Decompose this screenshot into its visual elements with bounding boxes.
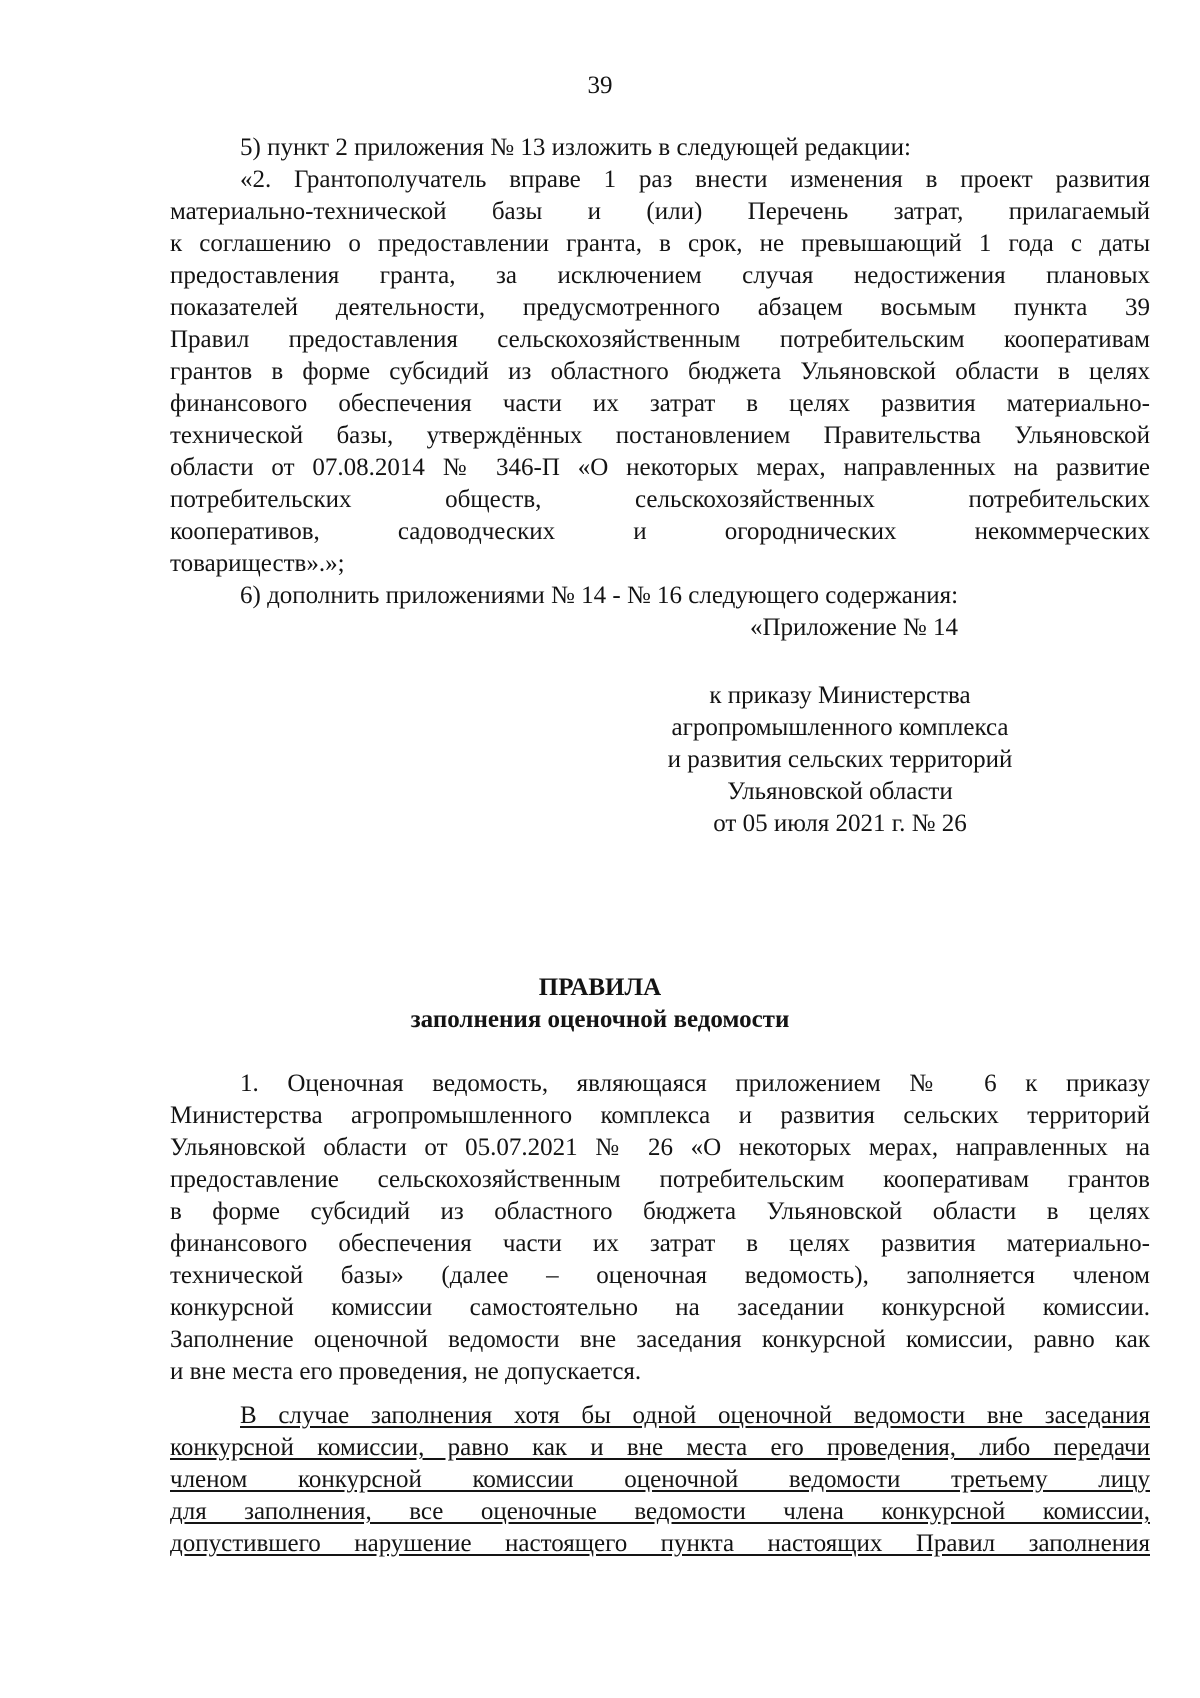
rules-p1-line-3: Ульяновской области от 05.07.2021 № 26 «О некоторых мерах, направленных на bbox=[170, 1134, 1150, 1161]
rules-p1-line-8: конкурсной комиссии самостоятельно на заседании конкурсной комиссии. bbox=[170, 1294, 1150, 1321]
order-ref-line-3: и развития сельских территорий bbox=[667, 746, 1013, 773]
item5-line-13: товариществ».»; bbox=[170, 550, 345, 577]
appendix-label: «Приложение № 14 bbox=[750, 614, 959, 641]
rules-p1-line-2: Министерства агропромышленного комплекса и развития сельских территорий bbox=[170, 1102, 1150, 1129]
rules-p2-line-4: для заполнения, все оценочные ведомости члена конкурсной комиссии, bbox=[170, 1498, 1150, 1525]
rules-p2-line-3: членом конкурсной комиссии оценочной ведомости третьему лицу bbox=[170, 1466, 1150, 1493]
rules-p1-line-4: предоставление сельскохозяйственным потребительским кооперативам грантов bbox=[170, 1166, 1150, 1193]
rules-p1-line-10: и вне места его проведения, не допускается. bbox=[170, 1358, 642, 1385]
item5-line-3: к соглашению о предоставлении гранта, в срок, не превышающий 1 года с даты bbox=[170, 230, 1150, 257]
order-ref-line-1: к приказу Министерства bbox=[709, 682, 971, 709]
item5-line-10: области от 07.08.2014 № 346-П «О некоторых мерах, направленных на развитие bbox=[170, 454, 1150, 481]
item6-intro: 6) дополнить приложениями № 14 - № 16 следующего содержания: bbox=[240, 582, 959, 609]
item5-line-11: потребительских обществ, сельскохозяйственных потребительских bbox=[170, 486, 1150, 513]
item5-line-2: материально-технической базы и (или) Перечень затрат, прилагаемый bbox=[170, 198, 1150, 225]
rules-title: ПРАВИЛА bbox=[538, 974, 662, 1001]
item5-line-6: Правил предоставления сельскохозяйственным потребительским кооперативам bbox=[170, 326, 1150, 353]
item5-intro: 5) пункт 2 приложения № 13 изложить в следующей редакции: bbox=[240, 134, 911, 161]
order-ref-line-5: от 05 июля 2021 г. № 26 bbox=[713, 810, 967, 837]
item5-line-1: «2. Грантополучатель вправе 1 раз внести изменения в проект развития bbox=[240, 166, 1150, 193]
rules-p2-line-5: допустившего нарушение настоящего пункта настоящих Правил заполнения bbox=[170, 1530, 1150, 1557]
rules-p1-line-6: финансового обеспечения части их затрат в целях развития материально- bbox=[170, 1230, 1150, 1257]
item5-line-5: показателей деятельности, предусмотренного абзацем восьмым пункта 39 bbox=[170, 294, 1150, 321]
page-number: 39 bbox=[587, 72, 613, 99]
rules-p1-line-1: 1. Оценочная ведомость, являющаяся приложением № 6 к приказу bbox=[240, 1070, 1150, 1097]
rules-p1-line-9: Заполнение оценочной ведомости вне заседания конкурсной комиссии, равно как bbox=[170, 1326, 1150, 1353]
rules-p2-line-2: конкурсной комиссии, равно как и вне места его проведения, либо передачи bbox=[170, 1434, 1150, 1461]
item5-line-7: грантов в форме субсидий из областного бюджета Ульяновской области в целях bbox=[170, 358, 1150, 385]
item5-line-9: технической базы, утверждённых постановлением Правительства Ульяновской bbox=[170, 422, 1150, 449]
order-ref-line-4: Ульяновской области bbox=[727, 778, 953, 805]
item5-line-8: финансового обеспечения части их затрат в целях развития материально- bbox=[170, 390, 1150, 417]
item5-line-4: предоставления гранта, за исключением случая недостижения плановых bbox=[170, 262, 1150, 289]
order-ref-line-2: агропромышленного комплекса bbox=[671, 714, 1009, 741]
item5-line-12: кооперативов, садоводческих и огороднических некоммерческих bbox=[170, 518, 1150, 545]
rules-subtitle: заполнения оценочной ведомости bbox=[410, 1006, 790, 1033]
rules-p1-line-5: в форме субсидий из областного бюджета Ульяновской области в целях bbox=[170, 1198, 1150, 1225]
rules-p1-line-7: технической базы» (далее – оценочная ведомость), заполняется членом bbox=[170, 1262, 1150, 1289]
rules-p2-line-1: В случае заполнения хотя бы одной оценочной ведомости вне заседания bbox=[240, 1402, 1150, 1429]
